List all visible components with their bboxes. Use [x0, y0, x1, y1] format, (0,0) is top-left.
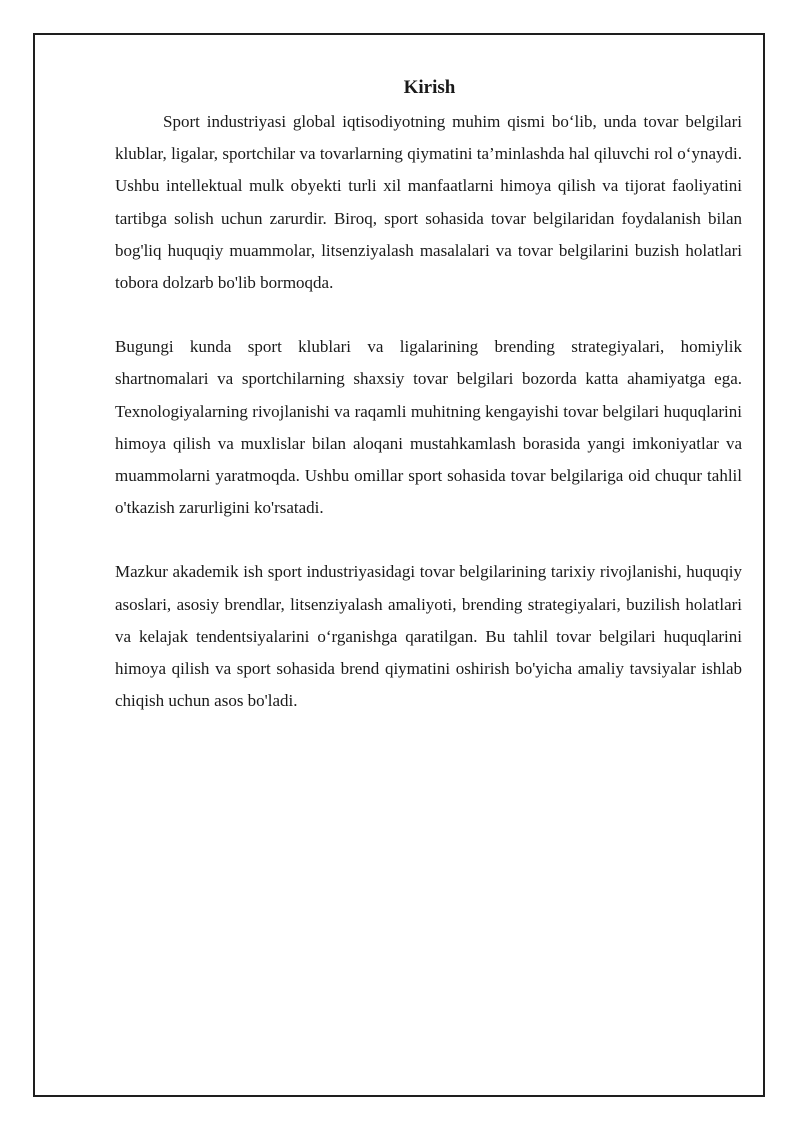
paragraph-gap [115, 524, 742, 556]
document-body [115, 70, 742, 717]
paragraph-2: Bugungi kunda sport klublari va ligalarining brending strategiyalari, homiylik shartnomalari va sportchilarning shaxsiy tovar belgilari bozorda katta ahamiyatga ega. Texnologiyalarning rivojlanishi va raqamli muhitning kengayishi tovar belgilari huquqlarini himoya qilish va muxlislar bilan aloqani mustahkamlash borasida yangi imkoniyatlar va muammolarni yaratmoqda. Ushbu omillar sport sohasida tovar belgilariga oid chuqur tahlil o'tkazish zarurligini ko'rsatadi. [115, 337, 742, 518]
paragraph-gap [115, 299, 742, 331]
document-title: Kirish [403, 77, 456, 98]
paragraph-3: Mazkur akademik ish sport industriyasidagi tovar belgilarining tarixiy rivojlanishi, huquqiy asoslari, asosiy brendlar, litsenziyalash amaliyoti, brending strategiyalari, buzilish holatlari va kelajak tendentsiyalarini o‘rganishga qaratilgan. Bu tahlil tovar belgilari huquqlarini himoya qilish va sport sohasida brend qiymatini oshirish bo'yicha amaliy tavsiyalar ishlab chiqish uchun asos bo'ladi. [115, 562, 742, 711]
paragraph-1: Sport industriyasi global iqtisodiyotning muhim qismi bo‘lib, unda tovar belgilari klublar, ligalar, sportchilar va tovarlarning qiymatini ta’minlashda hal qiluvchi rol o‘ynaydi. Ushbu intellektual mulk obyekti turli xil manfaatlarni himoya qilish va tijorat faoliyatini tartibga solish uchun zarurdir. Biroq, sport sohasida tovar belgilaridan foydalanish bilan bog'liq huquqiy muammolar, litsenziyalash masalalari va tovar belgilarini buzish holatlari tobora dolzarb bo'lib bormoqda. [115, 112, 742, 293]
